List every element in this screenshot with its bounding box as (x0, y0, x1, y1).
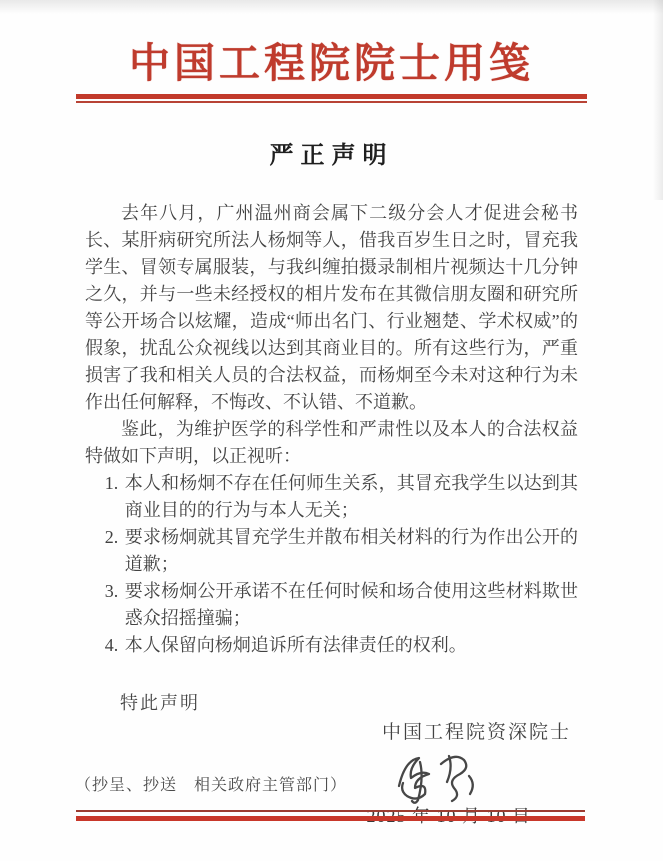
letter-body (85, 200, 578, 659)
footer-double-rule (76, 810, 585, 821)
statement-item-4: 4. 本人保留向杨炯追诉所有法律责任的权利。 (123, 632, 578, 659)
statement-item-2: 2. 要求杨炯就其冒充学生并散布相关材料的行为作出公开的道歉； (123, 524, 578, 578)
handwritten-signature-icon (385, 750, 495, 806)
document-title: 严正声明 (269, 142, 394, 170)
signer-title: 中国工程院资深院士 (381, 722, 571, 744)
statement-item-3: 3. 要求杨炯公开承诺不在任何时候和场合使用这些材料欺世惑众招摇撞骗； (123, 578, 578, 632)
letterhead-title: 中国工程院院士用笺 (129, 40, 534, 86)
statement-list (85, 470, 578, 659)
statement-item-1: 1. 本人和杨炯不存在任何师生关系，其冒充我学生以达到其商业目的的行为与本人无关； (123, 470, 578, 524)
date: 2025 年 10 月 10 日 (366, 806, 531, 827)
cc-note: （抄呈、抄送 相关政府主管部门） (75, 777, 348, 794)
letterhead-double-rule (76, 94, 587, 103)
closing-phrase: 特此声明 (120, 693, 200, 714)
paragraph-declaration-intro: 鉴此，为维护医学的科学性和严肃性以及本人的合法权益特做如下声明，以正视听： (85, 419, 578, 467)
photo-edge-shade-top (0, 0, 663, 14)
paragraph-incident: 去年八月，广州温州商会属下二级分会人才促进会秘书长、某肝病研究所法人杨炯等人，借我百岁生日之时，冒充我学生、冒领专属服装，与我纠缠拍摄录制相片视频达十几分钟之久，并与一些未经授权的相片发布在其微信朋友圈和研究所等公开场合以炫耀，造成“师出名门、行业翘楚、学术权威”的假象，扰乱公众视线以达到其商业目的。所有这些行为，严重损害了我和相关人员的合法权益，而杨炯至今未对这种行为未作出任何解释，不悔改、不认错、不道歉。 (85, 203, 578, 413)
